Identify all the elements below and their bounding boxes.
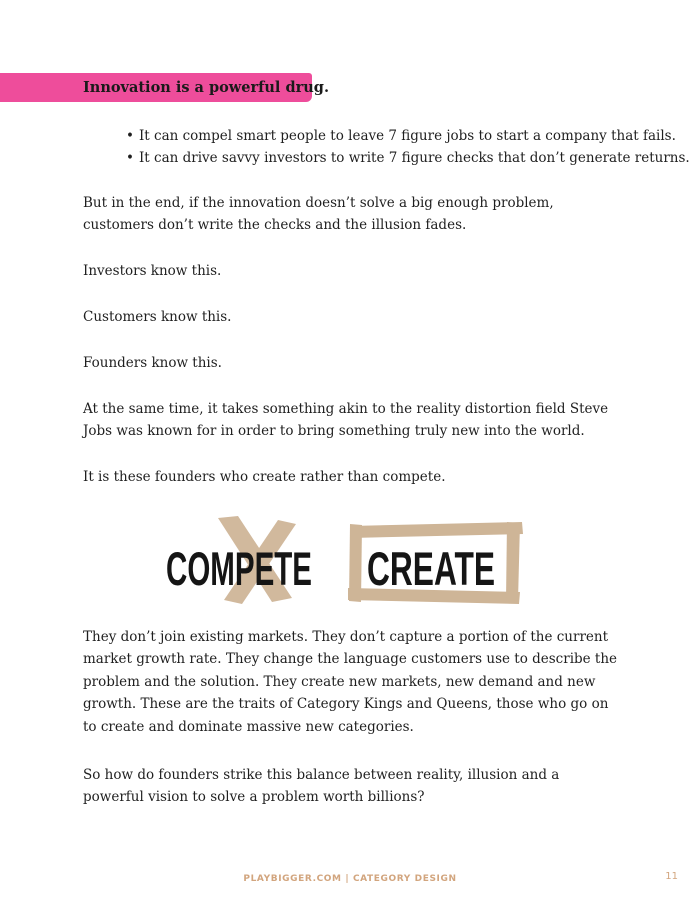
create-word: CREATE	[367, 542, 495, 595]
paragraph: They don’t join existing markets. They don’t capture a portion of the current market growth rate. They change the language customers use to describe the problem and the solution. They create new markets, new demand and new growth. These are the traits of Category Kings and Queens, those who go on to create and dominate massive new categories.	[83, 629, 618, 735]
paragraph: It is these founders who create rather than compete.	[83, 469, 446, 485]
bullet-list	[126, 125, 690, 169]
paragraph: But in the end, if the innovation doesn’t solve a big enough problem, customers don’t write the checks and the illusion fades.	[83, 195, 554, 234]
section-heading: Innovation is a powerful drug.	[83, 79, 329, 96]
paragraph: Investors know this.	[83, 263, 222, 279]
compete-create-illustration	[160, 512, 530, 608]
page-number: 11	[665, 871, 678, 882]
paragraph: Customers know this.	[83, 309, 232, 325]
compete-word: COMPETE	[166, 542, 312, 595]
page-footer: PLAYBIGGER.COM | CATEGORY DESIGN	[243, 874, 457, 884]
bullet-item: • It can compel smart people to leave 7 figure jobs to start a company that fails.	[126, 125, 690, 147]
bullet-item: • It can drive savvy investors to write 7 figure checks that don’t generate returns.	[126, 147, 690, 169]
paragraph: At the same time, it takes something akin to the reality distortion field Steve Jobs was known for in order to bring something truly new into the world.	[83, 401, 609, 440]
paragraph: So how do founders strike this balance between reality, illusion and a powerful vision to solve a problem worth billions?	[83, 767, 560, 806]
paragraph: Founders know this.	[83, 355, 222, 371]
